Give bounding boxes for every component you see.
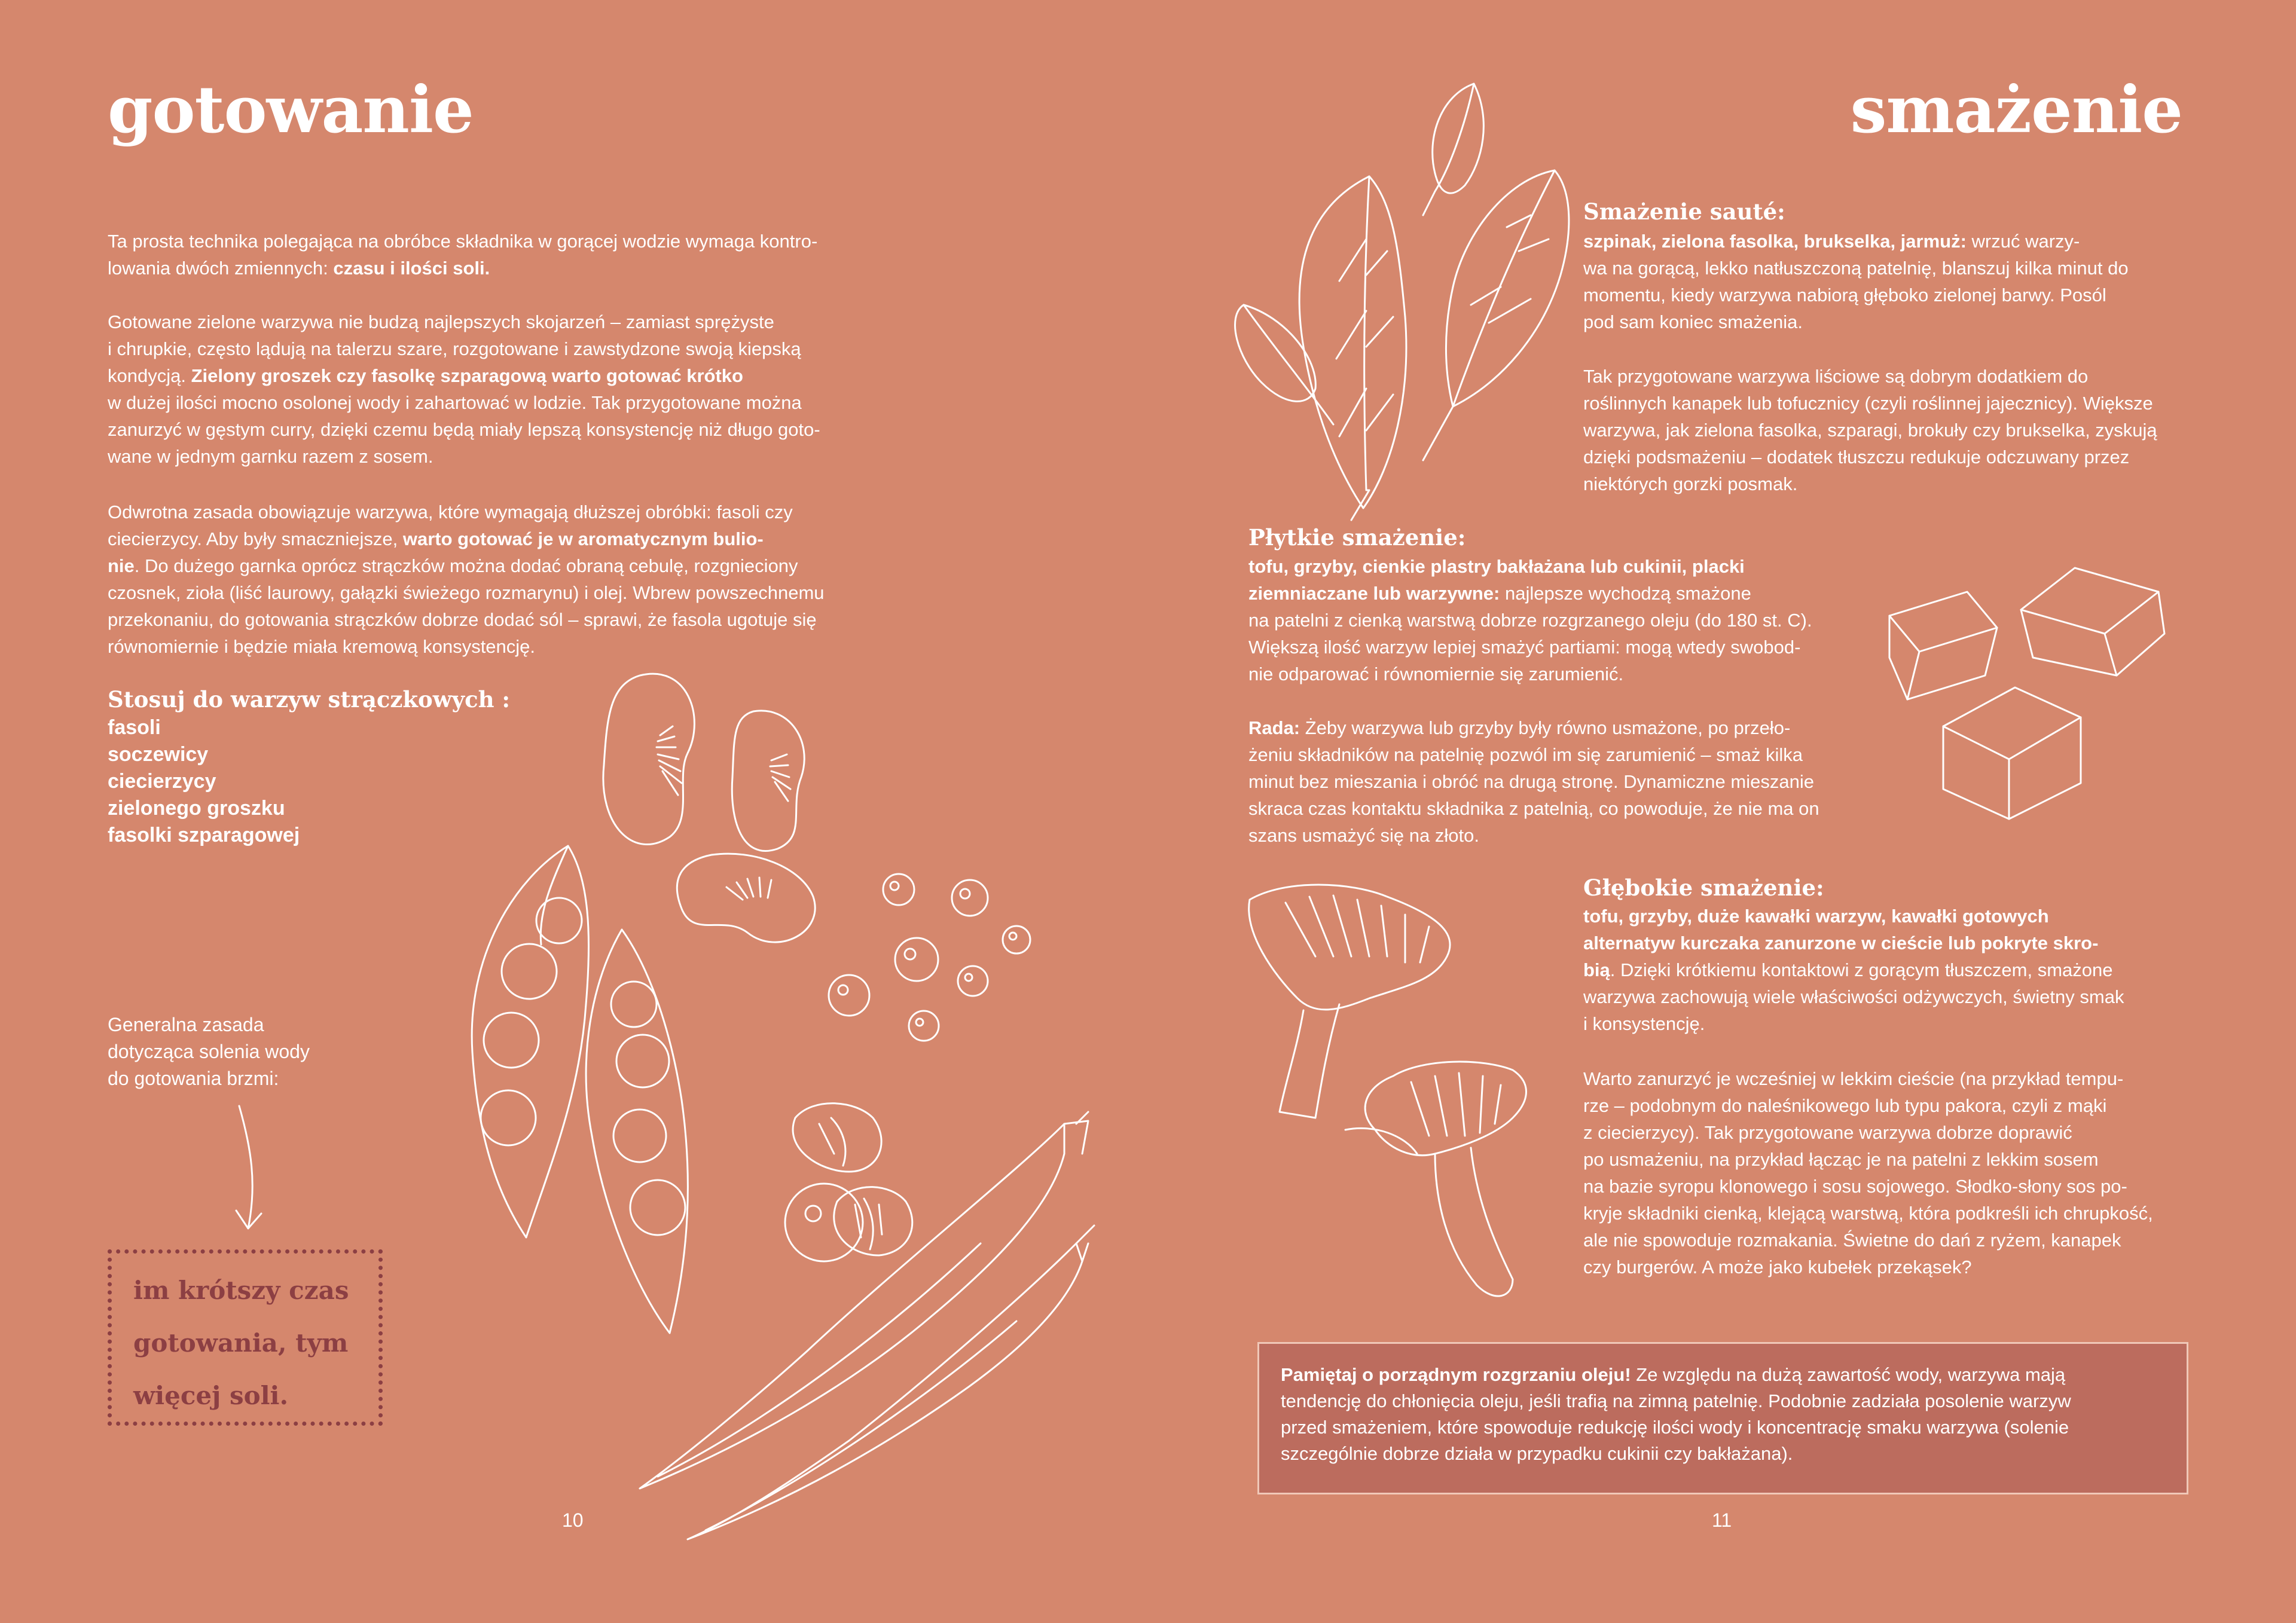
salting-rule-text: Generalna zasada dotycząca solenia wody do gotowania brzmi:	[108, 1014, 310, 1089]
pea-pod-illustration	[472, 846, 688, 1333]
list-item: ciecierzycy	[108, 770, 216, 793]
list-item: fasoli	[108, 716, 161, 739]
list-item: fasolki szparagowej	[108, 824, 300, 846]
chanterelle-illustration	[1249, 885, 1526, 1296]
deep-frying-heading: Głębokie smażenie:	[1583, 875, 1824, 901]
page-number: 11	[1712, 1509, 1732, 1531]
page-title: gotowanie	[108, 72, 474, 148]
deep-frying-paragraph: tofu, grzyby, duże kawałki warzyw, kawałki gotowych alternatyw kurczaka zanurzone w cieście lub pokryte skro- bią. Dzięki krótkiemu kontaktowi z gorącym tłuszczem, smażone warzywa zachowują wiele właściwości odżywczych, świetny smak i konsystencję.	[1583, 906, 2124, 1034]
chickpea-illustration	[785, 874, 1030, 1261]
shallow-frying-heading: Płytkie smażenie:	[1248, 524, 1466, 551]
legumes-paragraph: Odwrotna zasada obowiązuje warzywa, które wymagają dłuższej obróbki: fasoli czy ciecierzycy. Aby były smaczniejsze, warto gotować je w aromatycznym bulio- nie. Do dużego garnka oprócz strączków można dodać obraną cebulę, rozgnieciony czosnek, zioła (liść laurowy, gałązki świeżego rozmarynu) i olej. Wbrew powszechnemu przekonaniu, do gotowania strączków dobrze dodać sól – sprawi, że fasola ugotuje się równomiernie i będzie miała kremową konsystencję.	[108, 502, 825, 657]
saute-heading: Smażenie sauté:	[1583, 198, 1785, 225]
salting-tip-text: im krótszy czas gotowania, tym więcej soli.	[133, 1276, 349, 1410]
list-item: soczewicy	[108, 743, 209, 766]
page-number: 10	[562, 1509, 584, 1531]
spinach-leaves-illustration	[1235, 84, 1569, 520]
legumes-heading: Stosuj do warzyw strączkowych :	[108, 686, 511, 713]
deep-frying-paragraph-2: Warto zanurzyć je wcześniej w lekkim cieście (na przykład tempu- rze – podobnym do naleśnikowego lub typu pakora, czyli z mąki z ciecierzycy). Tak przygotowane warzywa dobrze doprawić po usmażeniu, na przykład łącząc je na patelni z lekkim sosem na bazie syropu klonowego i sosu sojowego. Słodko-słony sos po- kryje składniki cienką, klejącą warstwą, która podkreśli ich chrupkość, ale nie spowoduje rozmakania. Świetne do dań z ryżem, kanapek czy burgerów. A może jako kubełek przekąsek?	[1583, 1068, 2153, 1277]
arrow-icon	[236, 1106, 261, 1228]
saute-paragraph-2: Tak przygotowane warzywa liściowe są dobrym dodatkiem do roślinnych kanapek lub tofucznicy (czyli roślinnej jajecznicy). Większe warzywa, jak zielona fasolka, szparagi, brokuły czy brukselka, zyskują dzięki podsmażeniu – dodatek tłuszczu redukuje odczuwany przez niektórych gorzki posmak.	[1583, 366, 2157, 494]
shallow-frying-paragraph: tofu, grzyby, cienkie plastry bakłażana lub cukinii, placki ziemniaczane lub warzywne: najlepsze wychodzą smażone na patelni z cienką warstwą dobrze rozgrzanego oleju (do 180 st. C). Większą ilość warzyw lepiej smażyć partiami: mogą wtedy swobod- nie odparować i równomiernie się zarumienić.	[1248, 556, 1812, 684]
bean-illustration	[603, 674, 815, 942]
shallow-frying-tip: Rada: Żeby warzywa lub grzyby były równo usmażone, po przeło- żeniu składników na patelnię pozwól im się zarumienić – smaż kilka minut bez mieszania i obróć na drugą stronę. Dynamiczne mieszanie skraca czas kontaktu składnika z patelnią, co powoduje, że nie ma on szans usmażyć się na złoto.	[1248, 717, 1819, 846]
saute-paragraph: szpinak, zielona fasolka, brukselka, jarmuż: wrzuć warzy- wa na gorącą, lekko natłuszczoną patelnię, blanszuj kilka minut do momentu, kiedy warzywa nabiorą głęboko zielonej barwy. Posól pod sam koniec smażenia.	[1583, 231, 2129, 332]
list-item: zielonego groszku	[108, 797, 285, 820]
oil-heating-note: Pamiętaj o porządnym rozgrzaniu oleju! Ze względu na dużą zawartość wody, warzywa mają tendencję do chłonięcia oleju, jeśli trafią na zimną patelnię. Podobnie zadziała posolenie warzyw przed smażeniem, które spowoduje redukcję ilości wody i koncentrację smaku warzywa (solenie szczególnie dobrze działa w przypadku cukinii czy bakłażana).	[1257, 1342, 2188, 1494]
green-bean-illustration	[640, 1112, 1094, 1539]
green-vegetables-paragraph: Gotowane zielone warzywa nie budzą najlepszych skojarzeń – zamiast sprężyste i chrupkie, często lądują na talerzu szare, rozgotowane i zawstydzone swoją kiepską kondycją. Zielony groszek czy fasolkę szparagową warto gotować krótko w dużej ilości mocno osolonej wody i zahartować w lodzie. Tak przygotowane można zanurzyć w gęstym curry, dzięki czemu będą miały lepszą konsystencję niż długo goto- wane w jednym garnku razem z sosem.	[108, 311, 820, 467]
tofu-cubes-illustration	[1889, 568, 2164, 819]
intro-paragraph: Ta prosta technika polegająca na obróbce składnika w gorącej wodzie wymaga kontro- lowania dwóch zmiennych: czasu i ilości soli.	[108, 231, 818, 279]
page-title: smażenie	[1850, 72, 2182, 148]
